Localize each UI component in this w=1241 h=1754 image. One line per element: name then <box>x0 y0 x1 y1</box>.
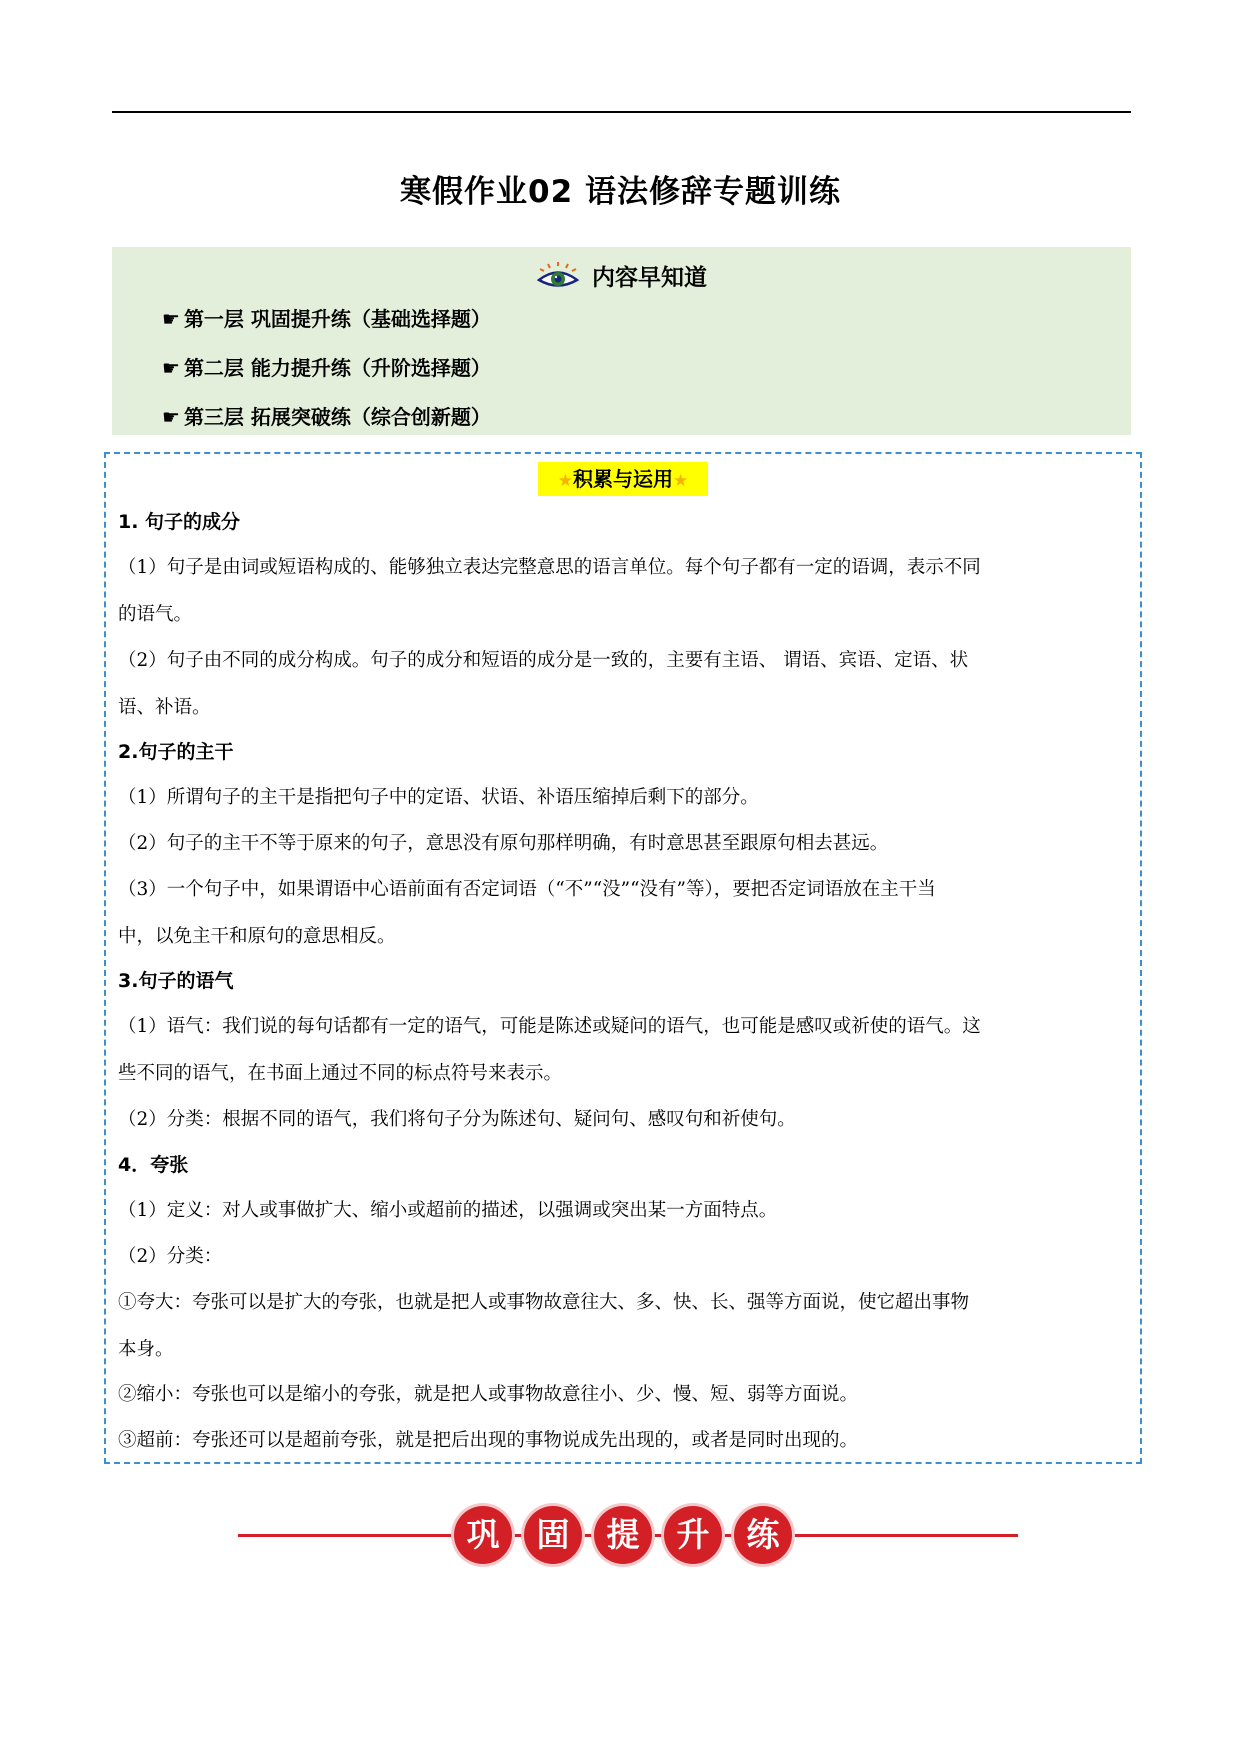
page-title: 寒假作业02 语法修辞专题训练 <box>400 174 841 210</box>
banner-char: 升 <box>664 1506 722 1564</box>
layer-label: 第三层 拓展突破练（综合创新题） <box>183 405 491 429</box>
body-line: （3）一个句子中，如果谓语中心语前面有否定词语（“不”“没”“没有”等），要把否定词语放在主干当 <box>118 879 936 900</box>
section-heading: 4．夸张 <box>118 1154 189 1176</box>
body-line: ③超前：夸张还可以是超前夸张，就是把后出现的事物说成先出现的，或者是同时出现的。 <box>118 1430 859 1451</box>
section-banner <box>238 1500 1018 1572</box>
overview-heading: 内容早知道 <box>592 265 707 291</box>
star-icon: ★ <box>673 471 689 491</box>
body-line: （2）分类：根据不同的语气，我们将句子分为陈述句、疑问句、感叹句和祈使句。 <box>118 1109 796 1130</box>
knowledge-box <box>104 452 1142 1464</box>
top-rule <box>112 111 1131 113</box>
body-line: （1）句子是由词或短语构成的、能够独立表达完整意思的语言单位。每个句子都有一定的语调，表示不同 <box>118 557 981 578</box>
body-line: 些不同的语气，在书面上通过不同的标点符号来表示。 <box>118 1063 563 1084</box>
body-line: ②缩小：夸张也可以是缩小的夸张，就是把人或事物故意往小、少、慢、短、弱等方面说。 <box>118 1384 859 1405</box>
layer-label: 第二层 能力提升练（升阶选择题） <box>183 356 491 380</box>
body-line: 语、补语。 <box>118 697 211 718</box>
body-line: 中，以免主干和原句的意思相反。 <box>118 926 396 947</box>
star-icon: ★ <box>557 471 573 491</box>
body-line: （1）语气：我们说的每句话都有一定的语气，可能是陈述或疑问的语气，也可能是感叹或祈使的语气。这 <box>118 1016 981 1037</box>
body-line: （2）分类： <box>118 1246 223 1267</box>
pointing-hand-icon: ☛ <box>162 405 180 429</box>
knowledge-tag-label: 积累与运用 <box>573 467 673 491</box>
banner-char: 巩 <box>454 1506 512 1564</box>
body-line: ①夸大：夸张可以是扩大的夸张，也就是把人或事物故意往大、多、快、长、强等方面说，使它超出事物 <box>118 1292 970 1313</box>
pointing-hand-icon: ☛ <box>162 356 180 380</box>
body-line: （2）句子由不同的成分构成。句子的成分和短语的成分是一致的，主要有主语、 谓语、宾语、定语、状 <box>118 650 969 671</box>
overview-panel <box>112 247 1131 435</box>
body-line: （1）定义：对人或事做扩大、缩小或超前的描述，以强调或突出某一方面特点。 <box>118 1200 778 1221</box>
pointing-hand-icon: ☛ <box>162 307 180 331</box>
banner-char: 提 <box>594 1506 652 1564</box>
layer-item-2 <box>162 352 491 381</box>
layer-item-3 <box>162 401 491 430</box>
section-heading: 2.句子的主干 <box>118 741 234 763</box>
body-line: 本身。 <box>118 1339 174 1360</box>
layer-label: 第一层 巩固提升练（基础选择题） <box>183 307 491 331</box>
body-line: 的语气。 <box>118 604 193 625</box>
knowledge-tag <box>538 462 708 496</box>
body-line: （1）所谓句子的主干是指把句子中的定语、状语、补语压缩掉后剩下的部分。 <box>118 787 759 808</box>
banner-char: 练 <box>734 1506 792 1564</box>
eye-icon <box>536 261 580 297</box>
banner-char: 固 <box>524 1506 582 1564</box>
layer-item-1 <box>162 303 491 332</box>
section-heading: 1. 句子的成分 <box>118 511 241 533</box>
body-line: （2）句子的主干不等于原来的句子，意思没有原句那样明确，有时意思甚至跟原句相去甚远。 <box>118 833 889 854</box>
overview-heading-row <box>112 259 1131 297</box>
section-heading: 3.句子的语气 <box>118 970 234 992</box>
